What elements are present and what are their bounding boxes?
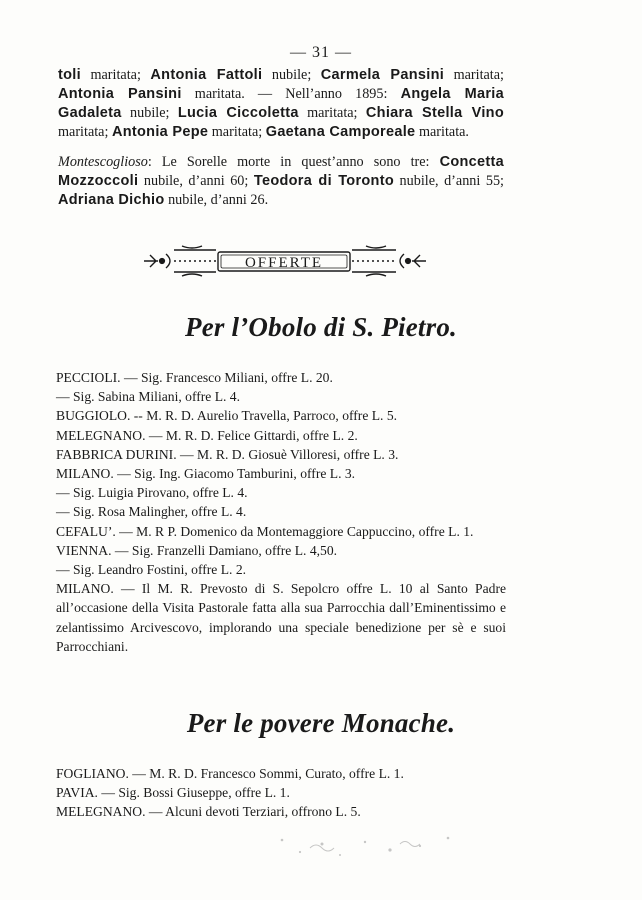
offer-entry: VIENNA. — Sig. Franzelli Damiano, offre L. 4,50. [56,542,338,558]
bold-name: Antonia Pepe [111,124,209,140]
offer-entry: PECCIOLI. — Sig. Francesco Miliani, offre L. 20. [56,370,333,385]
montescoglioso-paragraph [58,153,504,210]
text-run: : Le Sorelle morte in quest’anno sono tre: [147,154,440,170]
obolo-offer-list [56,368,506,656]
offer-entry: MILANO. — Il M. R. Prevosto di S. Sepolcro offre L. 10 al Santo Padre all’occasione della Visita Pastorale fatta alla sua Parrocchia dall’Eminentissimo e zelantissimo Arcivescovo, implorando una speciale benedizione per sè e suoi Parrocchiani. [56,581,506,654]
bold-name: Angela Maria Gadaleta [58,86,504,121]
bold-name: Antonia Pansini [58,86,182,102]
bold-name: Lucia Ciccoletta [177,105,299,121]
text-run: nubile; [121,105,178,121]
bold-name: Chiara Stella Vino [365,105,504,121]
offer-entry: FABBRICA DURINI. — M. R. D. Giosuè Villoresi, offre L. 3. [56,446,399,462]
obituary-paragraph [58,66,504,142]
offer-entry: — Sig. Rosa Malingher, offre L. 4. [56,504,247,520]
text-run: maritata; [80,67,151,83]
bold-name: Teodora di Toronto [253,173,394,189]
bold-name: Carmela Pansini [320,67,445,83]
place-name: Montescoglioso [58,154,148,170]
bold-name: Antonia Fattoli [150,67,263,83]
offer-entry: — Sig. Sabina Miliani, offre L. 4. [56,389,241,405]
text-run: maritata. [415,124,469,140]
text-run: maritata. — Nell’anno 1895: [181,86,401,102]
bold-name: Adriana Dichio [58,192,165,208]
offer-entry: PAVIA. — Sig. Bossi Giuseppe, offre L. 1. [56,785,290,801]
offer-entry: CEFALU’. — M. R P. Domenico da Montemaggiore Cappuccino, offre L. 1. [56,523,474,539]
offer-entry: FOGLIANO. — M. R. D. Francesco Sommi, Curato, offre L. 1. [56,766,404,781]
banner-label: OFFERTE [244,255,324,271]
text-run: nubile; [262,67,321,83]
text-run: nubile, d’anni 55; [394,173,504,189]
bold-name: Gaetana Camporeale [265,124,416,140]
bleed-through-smudge [270,830,470,870]
section-title-obolo: Per l’Obolo di S. Pietro. [185,312,457,342]
section-title-monache: Per le povere Monache. [186,708,456,738]
text-run: maritata; [444,67,504,83]
ornament-icon [140,240,430,282]
text-run: maritata; [298,105,366,121]
bold-name: toli [58,67,81,83]
text-run: maritata; [58,124,112,140]
offer-entry: MELEGNANO. — M. R. D. Felice Gittardi, offre L. 2. [56,427,358,443]
offer-entry: — Sig. Luigia Pirovano, offre L. 4. [56,485,248,501]
text-run: nubile, d’anni 26. [164,192,269,208]
offer-entry: MILANO. — Sig. Ing. Giacomo Tamburini, offre L. 3. [56,466,356,482]
offerte-banner [140,240,430,282]
text-run: maritata; [208,124,266,140]
monache-offer-list [56,764,506,822]
offer-entry: BUGGIOLO. -- M. R. D. Aurelio Travella, Parroco, offre L. 5. [56,408,398,424]
bold-name: Concetta Mozzoccoli [58,154,504,189]
offer-entry: — Sig. Leandro Fostini, offre L. 2. [56,562,247,578]
offer-entry: MELEGNANO. — Alcuni devoti Terziari, offrono L. 5. [56,804,361,820]
page-number: — 31 — [290,44,352,61]
text-run: nubile, d’anni 60; [138,173,254,189]
